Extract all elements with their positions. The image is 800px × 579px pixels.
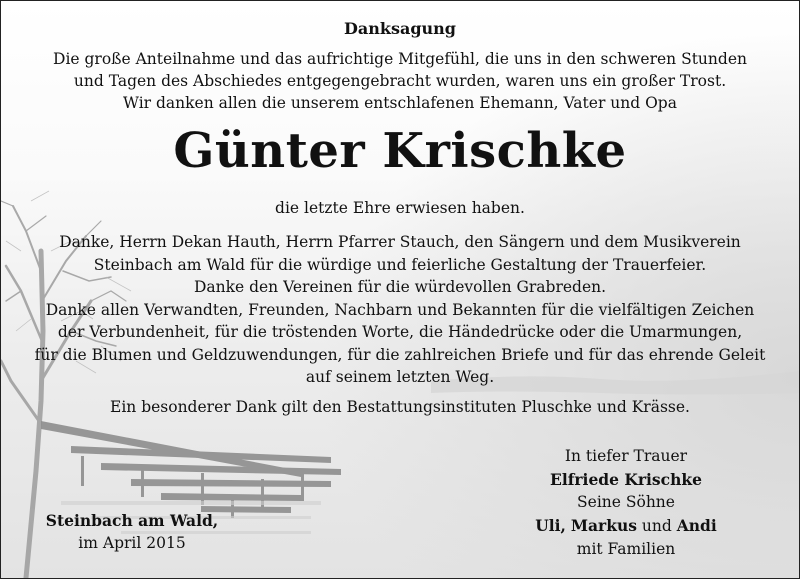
intro-line: Wir danken allen die unserem entschlafenen Ehemann, Vater und Opa <box>123 94 677 112</box>
families-line: mit Familien <box>576 540 676 558</box>
thanks-paragraph <box>1 231 799 389</box>
deceased-name: Günter Krischke <box>173 123 627 179</box>
place-town: Steinbach am Wald, <box>45 511 219 530</box>
intro-line: und Tagen des Abschiedes entgegengebracht wurden, waren uns ein großer Trost. <box>73 72 727 90</box>
notice-heading: Danksagung <box>344 19 456 38</box>
widow-name: Elfriede Krischke <box>550 470 702 489</box>
thanks-line: Danke allen Verwandten, Freunden, Nachbarn und Bekannten für die vielfältigen Zeichen <box>45 300 755 319</box>
special-thanks: Ein besonderer Dank gilt den Bestattungsinstituten Pluschke und Krässe. <box>110 398 690 416</box>
and-word: und <box>641 517 672 535</box>
mourning-intro: In tiefer Trauer <box>564 447 688 465</box>
thanks-line: Danke, Herrn Dekan Hauth, Herrn Pfarrer Stauch, den Sängern und dem Musikverein <box>59 233 741 251</box>
son-name: Markus <box>570 516 637 535</box>
thanks-line: für die Blumen und Geldzuwendungen, für die zahlreichen Briefe und für das ehrende Geleit <box>34 345 766 364</box>
place-and-date <box>29 509 235 555</box>
sons-label: Seine Söhne <box>577 493 675 511</box>
intro-line: Die große Anteilnahme und das aufrichtige Mitgefühl, die uns in den schweren Stunden <box>53 50 747 68</box>
son-name: Andi <box>676 516 717 535</box>
honor-line: die letzte Ehre erwiesen haben. <box>275 199 525 217</box>
thanks-line: Steinbach am Wald für die würdige und feierliche Gestaltung der Trauerfeier. <box>93 255 707 274</box>
son-name: Uli, <box>535 516 566 535</box>
thanks-line: auf seinem letzten Weg. <box>305 368 495 386</box>
mourners-signature <box>531 445 721 561</box>
thanks-line: der Verbundenheit, für die tröstenden Worte, die Händedrücke oder die Umarmungen, <box>57 323 743 341</box>
sons-names <box>531 514 721 538</box>
thanks-line: Danke den Vereinen für die würdevollen Grabreden. <box>193 278 607 296</box>
intro-paragraph <box>1 48 799 114</box>
notice-date: im April 2015 <box>78 534 186 552</box>
